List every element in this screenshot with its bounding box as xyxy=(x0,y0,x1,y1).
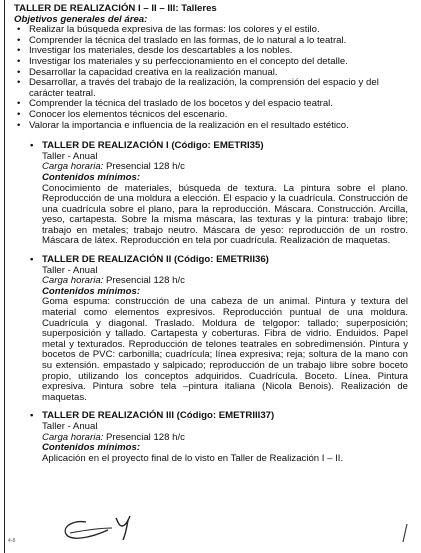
document-content xyxy=(14,4,414,472)
contents-label: Contenidos mínimos: xyxy=(42,442,141,454)
objectives-heading: Objetivos generales del área: xyxy=(14,13,148,25)
hours-value: Presencial 128 h/c xyxy=(106,431,185,443)
bullet-icon: • xyxy=(30,254,34,266)
workshop-type: Taller - Anual xyxy=(42,264,98,276)
hours-label: Carga horaria: xyxy=(42,431,104,443)
objective-item: • Conocer los elementos técnicos del escenario. xyxy=(14,110,414,121)
workshop-3 xyxy=(14,411,414,464)
contents-label: Contenidos mínimos: xyxy=(42,285,141,297)
workshop-type: Taller - Anual xyxy=(42,420,98,432)
workshop-title: TALLER DE REALIZACIÓN II (Código: EMETRII36) xyxy=(42,254,269,266)
handwritten-signature xyxy=(56,508,166,548)
workshop-description: Aplicación en el proyecto final de lo visto en Taller de Realización I – II. xyxy=(42,452,344,464)
bullet-icon: • xyxy=(30,410,34,422)
workshop-1 xyxy=(14,141,414,247)
signature-icon xyxy=(56,508,166,544)
objective-item: • Investigar los materiales y su perfeccionamiento en el concepto del detalle. xyxy=(14,57,414,68)
workshop-title: TALLER DE REALIZACIÓN III (Código: EMETRIII37) xyxy=(42,410,275,422)
contents-label: Contenidos mínimos: xyxy=(42,171,141,183)
objective-item: • Realizar la búsqueda expresiva de las formas: los colores y el estilo. xyxy=(14,25,414,36)
hours-label: Carga horaria: xyxy=(42,275,104,287)
workshop-2 xyxy=(14,255,414,403)
hours-value: Presencial 128 h/c xyxy=(106,161,185,173)
objective-item: • Comprender la técnica del traslado de los bocetos y del espacio teatral. xyxy=(14,99,414,110)
margin-mark xyxy=(401,523,409,547)
workshop-type: Taller - Anual xyxy=(42,150,98,162)
page-left-border xyxy=(4,0,5,553)
objective-item: • Desarrollar, a través del trabajo de la realización, la comprensión del espacio y del carácter teatral. xyxy=(14,78,414,99)
document-title: TALLER DE REALIZACIÓN I – II – III: Talleres xyxy=(14,3,217,14)
bullet-icon: • xyxy=(30,140,34,152)
workshop-description: Conocimiento de materiales, búsqueda de textura. La pintura sobre el plano. Reproducción de una moldura a elección. El espacio y la cuadrícula. Construcción de una cuadrícula sobre el plano, para la reproducción. Máscara. Construcción. Arcilla, yeso, cartapesta. Sobre la misma máscara, las texturas y la pintura: trabajo libre; trabajo en metales; trabajo neutro. Máscara de yeso: reproducción de un rostro. Máscara de látex. Reproducción en tela por cuadrícula. Realización de maquetas. xyxy=(42,182,408,247)
workshops-section xyxy=(14,141,414,464)
hours-value: Presencial 128 h/c xyxy=(106,275,185,287)
slash-icon xyxy=(401,523,409,543)
objective-item: • Valorar la importancia e influencia de la realización en el resultado estético. xyxy=(14,121,414,132)
objective-item: • Comprender la técnica del traslado en las formas, de lo natural a lo teatral. xyxy=(14,36,414,47)
hours-label: Carga horaria: xyxy=(42,161,104,173)
objective-item: • Desarrollar la capacidad creativa en la realización manual. xyxy=(14,68,414,79)
objectives-list xyxy=(14,25,414,131)
page-mark: 4-8 xyxy=(8,538,16,544)
workshop-description: Goma espuma: construcción de una cabeza de un animal. Pintura y textura del material como elementos expresivos. Reproducción puntual de una moldura. Cuadrícula y diagonal. Traslado. Moldura de telgopor: tallado; superposición; superposición y tallado. Cartapesta y coberturas. Fibra de vidrio. Enduidos. Papel metal y texturados. Reproducción de telones teatrales en sobredimensión. Pintura y bocetos de PVC: carbonilla; cuadrícula; línea expresiva; reja; soltura de la mano con su extensión. empastado y salpicado; reproducción de un trabajo libre sobre boceto propio, utilizando los conceptos adquiridos. Cuadrícula. Boceto. Línea. Pintura expresiva. Pintura sobre tela –pintura italiana (Nicola Benois). Realización de maquetas. xyxy=(42,296,408,403)
workshop-title: TALLER DE REALIZACIÓN I (Código: EMETRI35) xyxy=(42,140,264,152)
objective-item: • Investigar los materiales, desde los descartables a los nobles. xyxy=(14,46,414,57)
